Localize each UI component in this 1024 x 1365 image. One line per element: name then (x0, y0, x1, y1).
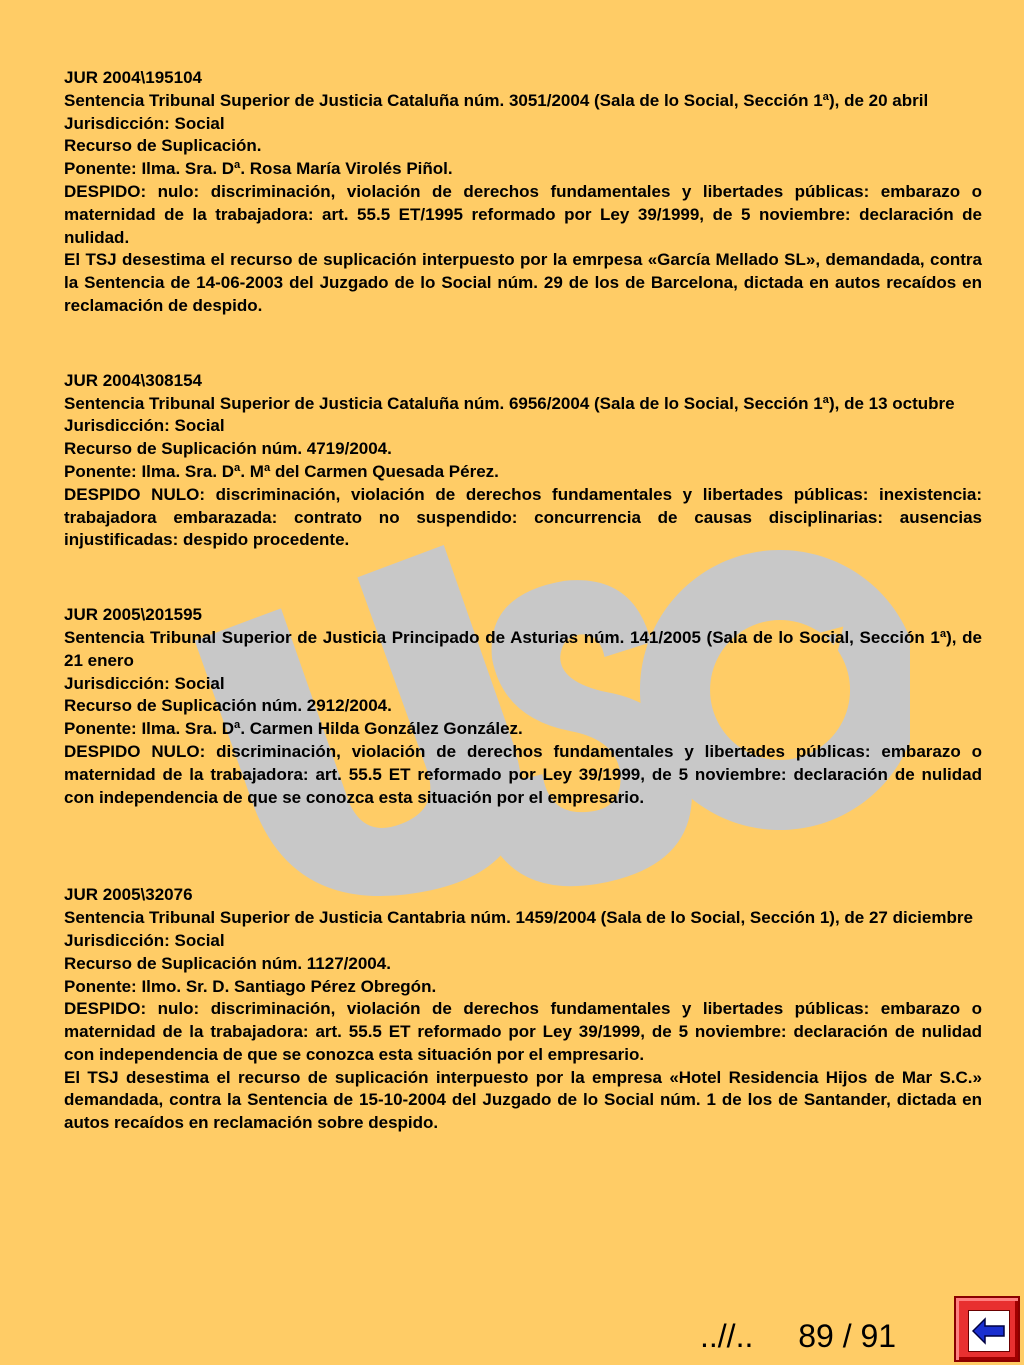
ruling-summary: DESPIDO NULO: discriminación, violación de derechos fundamentales y libertades públicas: inexistencia: trabajadora embarazada: contrato no suspendido: concurrencia de causas disciplinarias: ausencias injustificadas: despido procedente. (64, 484, 982, 550)
ruling-jurisdiction: Jurisdicción: Social (64, 416, 225, 436)
ruling-entry (64, 604, 982, 809)
continuation-marker: ..//.. (700, 1318, 754, 1354)
ruling-summary: DESPIDO: nulo: discriminación, violación de derechos fundamentales y libertades públicas: embarazo o maternidad de la trabajadora: art. 55.5 ET/1995 reformado por Ley 39/1999, de 5 noviembre: declaración de nulidad. (64, 181, 982, 247)
back-button-face (968, 1310, 1010, 1352)
ruling-summary: DESPIDO: nulo: discriminación, violación de derechos fundamentales y libertades públicas: embarazo o maternidad de la trabajadora: art. 55.5 ET reformado por Ley 39/1999, de 5 noviembre: declaración de nulidad con independencia de que se conozca esta situación por el empresario. (64, 999, 982, 1064)
ruling-speaker: Ponente: Ilma. Sra. Dª. Rosa María Virolés Piñol. (64, 159, 453, 179)
page-number: 89 / 91 (798, 1318, 897, 1354)
document-body (64, 67, 982, 1135)
ruling-speaker: Ponente: Ilma. Sra. Dª. Carmen Hilda González González. (64, 719, 523, 739)
ruling-jurisdiction: Jurisdicción: Social (64, 673, 225, 693)
back-button[interactable] (954, 1296, 1020, 1362)
ruling-jurisdiction: Jurisdicción: Social (64, 113, 225, 133)
ruling-reference: JUR 2004\195104 (64, 68, 203, 87)
ruling-appeal: Recurso de Suplicación núm. 1127/2004. (64, 953, 391, 973)
ruling-title: Sentencia Tribunal Superior de Justicia Cataluña núm. 3051/2004 (Sala de lo Social, Sección 1ª), de 20 abril (64, 90, 929, 110)
ruling-reference: JUR 2004\308154 (64, 370, 203, 390)
ruling-summary: DESPIDO NULO: discriminación, violación de derechos fundamentales y libertades públicas: embarazo o maternidad de la trabajadora: art. 55.5 ET reformado por Ley 39/1999, de 5 noviembre: declaración de nulidad con independencia de que se conozca esta situación por el empresario. (64, 741, 982, 807)
ruling-decision: El TSJ desestima el recurso de suplicación interpuesto por la emrpesa «García Mellado SL», demandada, contra la Sentencia de 14-06-2003 del Juzgado de lo Social núm. 29 de los de Barcelona, dictada en autos recaídos en reclamación de despido. (64, 250, 982, 315)
ruling-title: Sentencia Tribunal Superior de Justicia Cataluña núm. 6956/2004 (Sala de lo Social, Sección 1ª), de 13 octubre (64, 393, 955, 413)
ruling-appeal: Recurso de Suplicación núm. 2912/2004. (64, 696, 392, 716)
ruling-title: Sentencia Tribunal Superior de Justicia Principado de Asturias núm. 141/2005 (Sala de lo Social, Sección 1ª), de 21 enero (64, 627, 982, 670)
ruling-title: Sentencia Tribunal Superior de Justicia Cantabria núm. 1459/2004 (Sala de lo Social, Sección 1), de 27 diciembre (64, 908, 973, 928)
page-indicator (700, 1318, 896, 1355)
ruling-decision: El TSJ desestima el recurso de suplicación interpuesto por la empresa «Hotel Residencia Hijos de Mar S.C.» demandada, contra la Sentencia de 15-10-2004 del Juzgado de lo Social núm. 1 de los de Santander, dictada en autos recaídos en reclamación sobre despido. (64, 1067, 982, 1133)
ruling-speaker: Ponente: Ilmo. Sr. D. Santiago Pérez Obregón. (64, 976, 437, 996)
ruling-speaker: Ponente: Ilma. Sra. Dª. Mª del Carmen Quesada Pérez. (64, 461, 499, 481)
ruling-jurisdiction: Jurisdicción: Social (64, 930, 225, 950)
ruling-entry (64, 884, 982, 1135)
ruling-entry (64, 67, 982, 318)
ruling-appeal: Recurso de Suplicación. (64, 136, 262, 156)
ruling-reference: JUR 2005\32076 (64, 885, 193, 905)
back-arrow-icon (972, 1317, 1006, 1345)
ruling-appeal: Recurso de Suplicación núm. 4719/2004. (64, 439, 392, 459)
ruling-reference: JUR 2005\201595 (64, 605, 203, 625)
ruling-entry (64, 370, 982, 552)
